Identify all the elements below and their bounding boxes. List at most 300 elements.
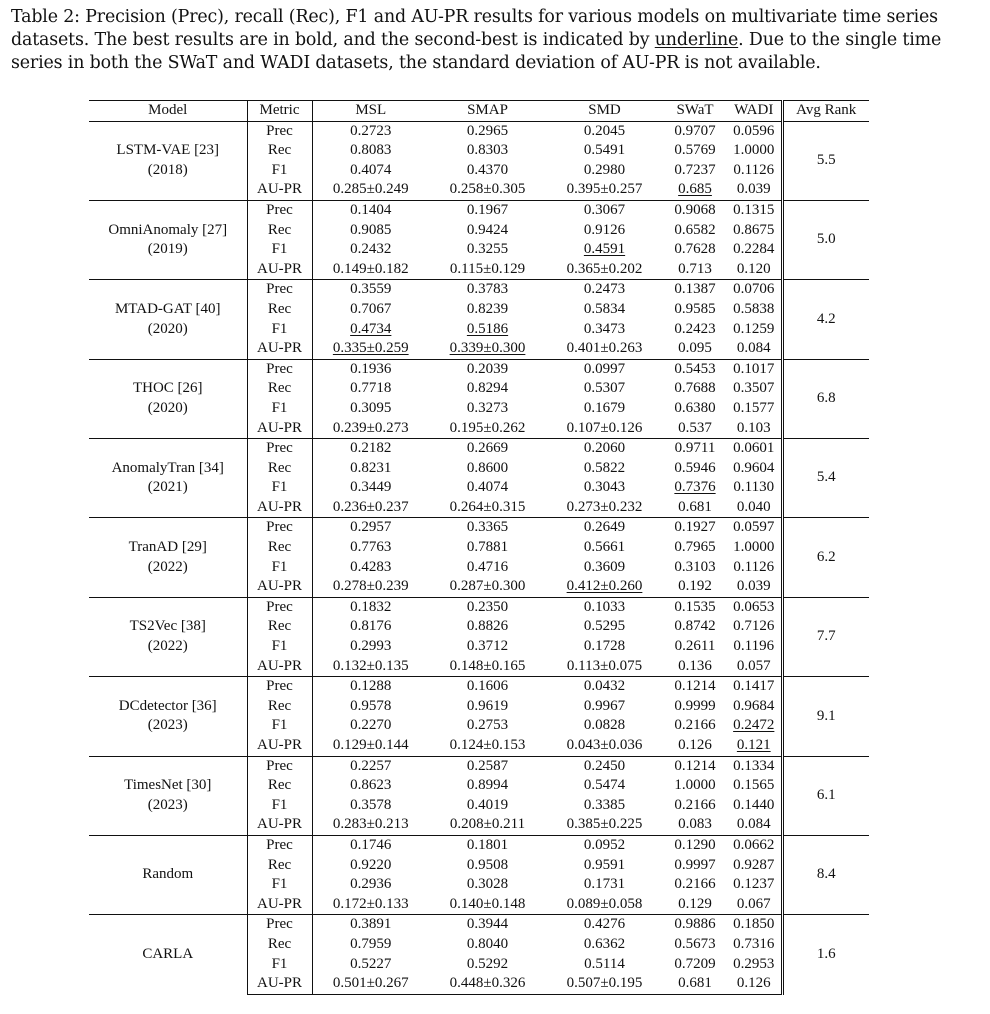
value-cell: 0.113±0.075	[566, 657, 643, 674]
value-cell: 0.2182	[312, 439, 429, 459]
value-cell: 0.236±0.237	[312, 498, 429, 518]
value-cell: 0.3043	[583, 479, 626, 496]
value-cell: 0.126	[678, 737, 712, 753]
value-cell: 0.4074	[466, 479, 509, 496]
model-cell	[89, 439, 247, 518]
model-name: THOC [26]	[132, 380, 203, 397]
metric-label: Rec	[247, 221, 312, 241]
value-cell: 0.6582	[674, 221, 716, 238]
value-cell: 0.115±0.129	[449, 260, 526, 277]
metric-label: Rec	[247, 538, 312, 558]
value-cell: 0.1033	[546, 597, 663, 617]
value-cell: 0.3365	[429, 518, 546, 538]
metric-label: Prec	[247, 359, 312, 379]
value-cell: 0.124±0.153	[449, 737, 526, 753]
value-cell: 0.0662	[727, 835, 782, 855]
value-cell: 0.057	[736, 657, 771, 674]
value-cell: 0.040	[736, 498, 771, 515]
metric-label: Rec	[247, 776, 312, 796]
value-cell: 0.9591	[583, 856, 626, 873]
model-name: LSTM-VAE [23]	[116, 142, 220, 159]
value-cell: 0.2039	[429, 359, 546, 379]
value-cell: 0.8294	[466, 380, 509, 397]
value-cell: 0.3273	[466, 399, 509, 416]
value-cell: 0.8994	[466, 777, 509, 794]
value-cell: 0.681	[663, 974, 727, 994]
metric-label: Prec	[247, 280, 312, 300]
value-cell: 0.7126	[733, 618, 775, 635]
value-cell: 0.7316	[733, 935, 775, 952]
value-cell: 0.6362	[583, 935, 626, 952]
value-cell: 0.283±0.213	[312, 815, 429, 835]
value-cell: 0.1606	[429, 677, 546, 697]
value-cell: 0.5838	[733, 300, 775, 317]
table-row	[89, 915, 869, 935]
value-cell: 0.172±0.133	[312, 895, 429, 915]
value-cell: 0.1535	[663, 597, 727, 617]
model-cell	[89, 121, 247, 200]
avg-rank-cell: 6.1	[782, 756, 869, 835]
value-cell: 0.9684	[733, 697, 775, 714]
value-cell: 0.5307	[583, 380, 626, 397]
value-cell: 0.8742	[674, 618, 716, 635]
value-cell: 0.039	[736, 181, 771, 198]
metric-label: F1	[247, 320, 312, 340]
metric-label: F1	[247, 240, 312, 260]
value-cell: 0.537	[678, 419, 712, 436]
header-row	[89, 101, 869, 122]
value-cell: 0.1196	[733, 638, 775, 655]
value-cell: 0.084	[736, 816, 771, 833]
model-cell	[89, 518, 247, 597]
value-cell: 0.0597	[727, 518, 782, 538]
value-cell: 0.3891	[312, 915, 429, 935]
avg-rank-cell: 5.4	[782, 439, 869, 518]
value-cell: 0.8623	[312, 776, 429, 796]
table-row	[89, 121, 869, 141]
value-cell: 0.9585	[674, 300, 716, 317]
metric-label: AU-PR	[247, 180, 312, 200]
value-cell: 0.208±0.211	[449, 816, 526, 833]
value-cell: 0.685	[678, 181, 712, 198]
value-cell: 0.2993	[312, 637, 429, 657]
value-cell: 0.2060	[546, 439, 663, 459]
value-cell: 0.149±0.182	[312, 260, 429, 280]
value-cell: 0.2423	[674, 320, 716, 337]
value-cell: 0.067	[736, 895, 771, 912]
value-cell: 0.5227	[312, 955, 429, 975]
value-cell: 0.2965	[429, 121, 546, 141]
model-cell	[89, 359, 247, 438]
value-cell: 0.1850	[727, 915, 782, 935]
value-cell: 0.239±0.273	[312, 419, 429, 439]
value-cell: 0.7209	[674, 955, 716, 972]
value-cell: 1.0000	[674, 777, 716, 794]
value-cell: 0.3067	[546, 200, 663, 220]
value-cell: 0.6380	[674, 399, 716, 416]
value-cell: 0.5292	[466, 955, 509, 972]
avg-rank-cell: 5.5	[782, 121, 869, 200]
value-cell: 0.095	[678, 340, 712, 357]
value-cell: 0.5453	[663, 359, 727, 379]
value-cell: 0.2350	[429, 597, 546, 617]
model-name: TimesNet [30]	[124, 777, 212, 794]
value-cell: 0.8675	[733, 221, 775, 238]
value-cell: 0.3255	[466, 241, 509, 258]
value-cell: 0.1126	[733, 161, 775, 178]
results-table	[89, 100, 869, 995]
value-cell: 0.1387	[663, 280, 727, 300]
value-cell: 0.195±0.262	[449, 419, 526, 436]
value-cell: 0.5661	[583, 539, 626, 556]
value-cell: 0.7959	[312, 935, 429, 955]
value-cell: 0.1404	[312, 200, 429, 220]
metric-label: Prec	[247, 121, 312, 141]
value-cell: 0.2166	[674, 717, 716, 734]
value-cell: 0.9126	[583, 221, 626, 238]
value-cell: 0.9711	[663, 439, 727, 459]
model-name: MTAD-GAT [40]	[114, 300, 221, 317]
avg-rank-cell: 1.6	[782, 915, 869, 994]
value-cell: 0.192	[678, 578, 712, 595]
value-cell: 0.039	[736, 578, 771, 595]
metric-label: Rec	[247, 935, 312, 955]
avg-rank-cell: 6.2	[782, 518, 869, 597]
value-cell: 0.2953	[733, 955, 775, 972]
value-cell: 0.043±0.036	[566, 737, 643, 753]
value-cell: 0.3449	[312, 478, 429, 498]
value-cell: 0.1017	[727, 359, 782, 379]
value-cell: 0.3712	[466, 638, 509, 655]
value-cell: 0.2257	[312, 756, 429, 776]
value-cell: 0.681	[678, 498, 712, 515]
metric-label: F1	[247, 161, 312, 181]
model-year: (2021)	[147, 479, 188, 496]
metric-label: Rec	[247, 300, 312, 320]
value-cell: 0.412±0.260	[566, 578, 643, 595]
metric-label: Rec	[247, 379, 312, 399]
value-cell: 0.1565	[733, 777, 775, 794]
value-cell: 0.3103	[674, 558, 716, 575]
value-cell: 0.1290	[663, 835, 727, 855]
value-cell: 0.9287	[733, 856, 775, 873]
value-cell: 0.9508	[466, 856, 509, 873]
value-cell: 0.3028	[466, 876, 509, 893]
value-cell: 0.507±0.195	[546, 974, 663, 994]
value-cell: 0.2957	[312, 518, 429, 538]
metric-label: Rec	[247, 141, 312, 161]
value-cell: 0.9220	[312, 856, 429, 876]
avg-rank-cell: 9.1	[782, 677, 869, 756]
value-cell: 0.1731	[583, 876, 626, 893]
value-cell: 0.1577	[733, 399, 775, 416]
header-smd: SMD	[546, 101, 663, 122]
value-cell: 0.5822	[583, 459, 626, 476]
table-row	[89, 280, 869, 300]
model-cell	[89, 677, 247, 756]
value-cell: 0.7628	[674, 241, 716, 258]
value-cell: 0.2270	[312, 716, 429, 736]
value-cell: 0.448±0.326	[429, 974, 546, 994]
value-cell: 0.335±0.259	[312, 339, 429, 359]
value-cell: 0.8303	[466, 142, 509, 159]
value-cell: 0.0432	[546, 677, 663, 697]
metric-label: AU-PR	[247, 339, 312, 359]
metric-label: F1	[247, 716, 312, 736]
model-cell	[89, 835, 247, 914]
value-cell: 0.1126	[733, 558, 775, 575]
value-cell: 0.1936	[312, 359, 429, 379]
value-cell: 0.148±0.165	[449, 657, 526, 674]
value-cell: 0.1967	[429, 200, 546, 220]
value-cell: 0.2980	[583, 161, 626, 178]
value-cell: 0.2723	[312, 121, 429, 141]
value-cell: 0.2669	[429, 439, 546, 459]
value-cell: 0.385±0.225	[566, 816, 643, 833]
metric-label: F1	[247, 955, 312, 975]
metric-label: F1	[247, 399, 312, 419]
value-cell: 0.126	[727, 974, 782, 994]
model-year: (2020)	[147, 320, 188, 337]
model-year: (2023)	[147, 717, 188, 734]
value-cell: 0.140±0.148	[449, 895, 526, 912]
value-cell: 0.120	[736, 260, 771, 277]
value-cell: 0.3783	[429, 280, 546, 300]
metric-label: F1	[247, 796, 312, 816]
value-cell: 0.129±0.144	[312, 736, 429, 756]
value-cell: 0.107±0.126	[566, 419, 643, 436]
value-cell: 0.2472	[733, 717, 775, 734]
value-cell: 0.5186	[466, 320, 509, 337]
value-cell: 0.365±0.202	[566, 260, 643, 277]
model-year: (2019)	[147, 241, 188, 258]
metric-label: AU-PR	[247, 498, 312, 518]
metric-label: F1	[247, 875, 312, 895]
value-cell: 0.8239	[466, 300, 509, 317]
value-cell: 0.4716	[466, 558, 509, 575]
metric-label: AU-PR	[247, 577, 312, 597]
value-cell: 0.401±0.263	[566, 340, 643, 357]
value-cell: 0.132±0.135	[312, 657, 429, 677]
metric-label: AU-PR	[247, 895, 312, 915]
value-cell: 0.5769	[674, 142, 716, 159]
value-cell: 0.121	[736, 737, 771, 753]
value-cell: 0.7965	[674, 539, 716, 556]
value-cell: 0.8083	[312, 141, 429, 161]
value-cell: 0.4283	[312, 558, 429, 578]
header-smap: SMAP	[429, 101, 546, 122]
value-cell: 0.7688	[674, 380, 716, 397]
value-cell: 0.2284	[733, 241, 775, 258]
value-cell: 0.2432	[312, 240, 429, 260]
metric-label: F1	[247, 478, 312, 498]
value-cell: 0.1679	[583, 399, 626, 416]
header-msl: MSL	[312, 101, 429, 122]
model-year: (2018)	[147, 161, 188, 178]
value-cell: 0.287±0.300	[449, 578, 526, 595]
value-cell: 0.7376	[674, 479, 716, 496]
header-metric: Metric	[247, 101, 312, 122]
metric-label: F1	[247, 558, 312, 578]
table-row	[89, 597, 869, 617]
value-cell: 0.8600	[466, 459, 509, 476]
value-cell: 0.2587	[429, 756, 546, 776]
value-cell: 1.0000	[733, 142, 775, 159]
value-cell: 0.8040	[466, 935, 509, 952]
value-cell: 0.1440	[733, 796, 775, 813]
value-cell: 0.2450	[546, 756, 663, 776]
value-cell: 0.1315	[727, 200, 782, 220]
avg-rank-cell: 5.0	[782, 200, 869, 279]
value-cell: 0.5474	[583, 777, 626, 794]
value-cell: 0.0828	[583, 717, 626, 734]
model-name: CARLA	[142, 945, 194, 962]
table-row	[89, 359, 869, 379]
value-cell: 0.3507	[733, 380, 775, 397]
model-name: Random	[142, 866, 194, 883]
value-cell: 0.9707	[663, 121, 727, 141]
value-cell: 0.0997	[546, 359, 663, 379]
metric-label: Prec	[247, 597, 312, 617]
table-row	[89, 756, 869, 776]
value-cell: 1.0000	[733, 539, 775, 556]
value-cell: 0.083	[678, 816, 712, 833]
value-cell: 0.7067	[312, 300, 429, 320]
value-cell: 0.2166	[674, 796, 716, 813]
value-cell: 0.5673	[674, 935, 716, 952]
value-cell: 0.1801	[429, 835, 546, 855]
value-cell: 0.2473	[546, 280, 663, 300]
value-cell: 0.8176	[312, 617, 429, 637]
value-cell: 0.2936	[312, 875, 429, 895]
value-cell: 0.9886	[663, 915, 727, 935]
value-cell: 0.5491	[583, 142, 626, 159]
value-cell: 0.1214	[663, 677, 727, 697]
value-cell: 0.9999	[674, 697, 716, 714]
value-cell: 0.1237	[733, 876, 775, 893]
value-cell: 0.2045	[546, 121, 663, 141]
metric-label: Rec	[247, 697, 312, 717]
metric-label: Prec	[247, 439, 312, 459]
caption-suffix: . Due to the single time series in both the SWaT and WADI datasets, the standard deviation of AU-PR is not available.	[11, 30, 942, 74]
value-cell: 0.2611	[674, 638, 716, 655]
model-cell	[89, 915, 247, 994]
value-cell: 0.1746	[312, 835, 429, 855]
model-year: (2023)	[147, 796, 188, 813]
avg-rank-cell: 4.2	[782, 280, 869, 359]
value-cell: 0.4074	[312, 161, 429, 181]
value-cell: 0.5295	[583, 618, 626, 635]
value-cell: 0.285±0.249	[312, 180, 429, 200]
value-cell: 0.339±0.300	[449, 340, 526, 357]
value-cell: 0.1130	[733, 479, 775, 496]
table-row	[89, 835, 869, 855]
metric-label: Rec	[247, 459, 312, 479]
value-cell: 0.0952	[546, 835, 663, 855]
value-cell: 0.136	[678, 657, 712, 674]
value-cell: 0.7881	[466, 539, 509, 556]
metric-label: F1	[247, 637, 312, 657]
value-cell: 0.4276	[546, 915, 663, 935]
metric-label: AU-PR	[247, 736, 312, 756]
model-year: (2022)	[147, 638, 188, 655]
model-name: TS2Vec [38]	[129, 618, 206, 635]
value-cell: 0.5946	[674, 459, 716, 476]
table-row	[89, 200, 869, 220]
value-cell: 0.129	[678, 895, 712, 912]
value-cell: 0.9578	[312, 697, 429, 717]
avg-rank-cell: 8.4	[782, 835, 869, 914]
value-cell: 0.5834	[583, 300, 626, 317]
value-cell: 0.1259	[733, 320, 775, 337]
value-cell: 0.9085	[312, 221, 429, 241]
value-cell: 0.9967	[583, 697, 626, 714]
model-name: OmniAnomaly [27]	[108, 221, 228, 238]
header-wadi: WADI	[727, 101, 782, 122]
value-cell: 0.4019	[466, 796, 509, 813]
metric-label: Prec	[247, 915, 312, 935]
value-cell: 0.1728	[583, 638, 626, 655]
table-row	[89, 439, 869, 459]
model-year: (2020)	[147, 399, 188, 416]
value-cell: 0.501±0.267	[312, 974, 429, 994]
metric-label: AU-PR	[247, 419, 312, 439]
value-cell: 0.3473	[583, 320, 626, 337]
model-name: AnomalyTran [34]	[111, 459, 224, 476]
value-cell: 0.4734	[312, 320, 429, 340]
value-cell: 0.2649	[546, 518, 663, 538]
value-cell: 0.1417	[727, 677, 782, 697]
header-avg-rank: Avg Rank	[782, 101, 869, 122]
metric-label: AU-PR	[247, 974, 312, 994]
value-cell: 0.3559	[312, 280, 429, 300]
metric-label: AU-PR	[247, 657, 312, 677]
metric-label: AU-PR	[247, 815, 312, 835]
value-cell: 0.713	[678, 260, 712, 277]
value-cell: 0.4591	[583, 241, 626, 258]
avg-rank-cell: 6.8	[782, 359, 869, 438]
model-year: (2022)	[147, 558, 188, 575]
table-row	[89, 677, 869, 697]
table-row	[89, 518, 869, 538]
value-cell: 0.1334	[727, 756, 782, 776]
value-cell: 0.2753	[466, 717, 509, 734]
avg-rank-cell: 7.7	[782, 597, 869, 676]
header-swat: SWaT	[663, 101, 727, 122]
model-cell	[89, 597, 247, 676]
value-cell: 0.278±0.239	[312, 577, 429, 597]
value-cell: 0.273±0.232	[566, 498, 643, 515]
metric-label: Prec	[247, 677, 312, 697]
metric-label: Rec	[247, 856, 312, 876]
value-cell: 0.0706	[727, 280, 782, 300]
value-cell: 0.0596	[727, 121, 782, 141]
value-cell: 0.3609	[583, 558, 626, 575]
value-cell: 0.089±0.058	[566, 895, 643, 912]
header-model: Model	[89, 101, 247, 122]
value-cell: 0.7237	[674, 161, 716, 178]
value-cell: 0.3944	[429, 915, 546, 935]
value-cell: 0.3578	[312, 796, 429, 816]
value-cell: 0.395±0.257	[566, 181, 643, 198]
caption-underline-word: underline	[654, 30, 739, 51]
value-cell: 0.7718	[312, 379, 429, 399]
value-cell: 0.1288	[312, 677, 429, 697]
caption-prefix: Table 2: Precision (Prec), recall (Rec), F1 and AU-PR results for various models on multivariate time series datasets. The best results are in bold, and the second-best is indicated by	[11, 7, 938, 51]
model-cell	[89, 280, 247, 359]
value-cell: 0.9424	[466, 221, 509, 238]
metric-label: Prec	[247, 518, 312, 538]
